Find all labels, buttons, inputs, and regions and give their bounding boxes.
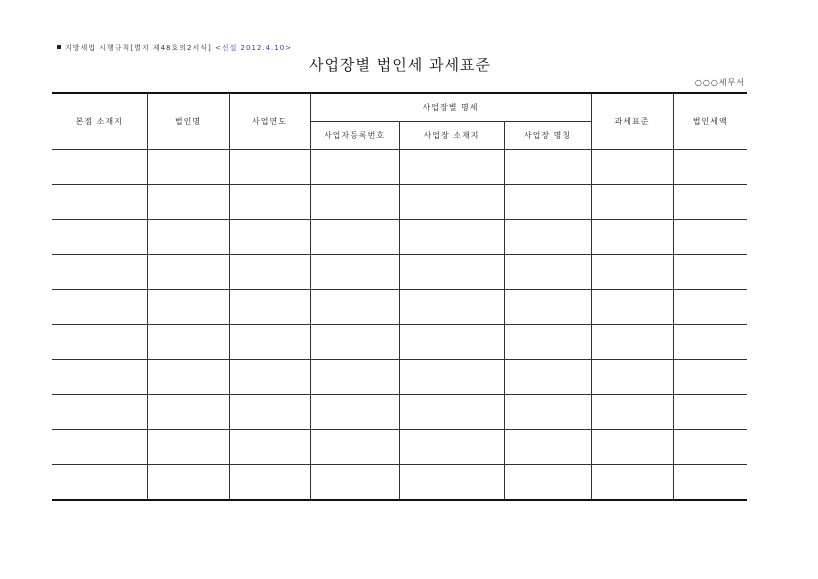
entry-cell[interactable] xyxy=(673,289,747,324)
table-row xyxy=(52,184,747,219)
header-workplace-details: 사업장별 명세 xyxy=(310,93,591,121)
header-head-office-location: 본점 소재지 xyxy=(52,93,147,149)
table-row xyxy=(52,324,747,359)
entry-cell[interactable] xyxy=(673,219,747,254)
table-row xyxy=(52,254,747,289)
entry-cell[interactable] xyxy=(229,149,310,184)
entry-cell[interactable] xyxy=(399,464,504,500)
entry-cell[interactable] xyxy=(147,324,229,359)
entry-cell[interactable] xyxy=(229,289,310,324)
header-corporation-name: 법인명 xyxy=(147,93,229,149)
entry-cell[interactable] xyxy=(52,254,147,289)
entry-cell[interactable] xyxy=(399,324,504,359)
header-corporate-tax: 법인세액 xyxy=(673,93,747,149)
entry-cell[interactable] xyxy=(673,254,747,289)
entry-cell[interactable] xyxy=(591,254,673,289)
entry-cell[interactable] xyxy=(399,359,504,394)
entry-cell[interactable] xyxy=(52,429,147,464)
entry-cell[interactable] xyxy=(52,184,147,219)
law-reference xyxy=(57,43,292,53)
entry-cell[interactable] xyxy=(399,254,504,289)
document-title: 사업장별 법인세 과세표준 xyxy=(309,56,491,74)
entry-cell[interactable] xyxy=(310,289,399,324)
entry-cell[interactable] xyxy=(399,429,504,464)
entry-cell[interactable] xyxy=(52,324,147,359)
entry-cell[interactable] xyxy=(591,429,673,464)
entry-cell[interactable] xyxy=(673,394,747,429)
entry-cell[interactable] xyxy=(399,394,504,429)
entry-cell[interactable] xyxy=(52,219,147,254)
entry-cell[interactable] xyxy=(310,254,399,289)
table-row xyxy=(52,359,747,394)
entry-cell[interactable] xyxy=(147,359,229,394)
entry-cell[interactable] xyxy=(52,394,147,429)
table-row xyxy=(52,289,747,324)
table-row xyxy=(52,429,747,464)
entry-cell[interactable] xyxy=(52,359,147,394)
entry-cell[interactable] xyxy=(504,149,591,184)
entry-cell[interactable] xyxy=(147,219,229,254)
law-reference-text: 지방세법 시행규칙[별지 제48호의2서식] xyxy=(65,44,212,52)
entry-cell[interactable] xyxy=(229,359,310,394)
entry-cell[interactable] xyxy=(310,464,399,500)
entry-cell[interactable] xyxy=(399,184,504,219)
entry-cell[interactable] xyxy=(591,324,673,359)
table-row xyxy=(52,464,747,500)
entry-cell[interactable] xyxy=(52,149,147,184)
entry-cell[interactable] xyxy=(673,464,747,500)
entry-cell[interactable] xyxy=(673,324,747,359)
entry-cell[interactable] xyxy=(147,429,229,464)
entry-cell[interactable] xyxy=(229,464,310,500)
entry-cell[interactable] xyxy=(673,359,747,394)
entry-cell[interactable] xyxy=(310,184,399,219)
entry-cell[interactable] xyxy=(147,184,229,219)
entry-cell[interactable] xyxy=(310,219,399,254)
bullet-icon xyxy=(57,45,61,49)
entry-cell[interactable] xyxy=(673,429,747,464)
entry-cell[interactable] xyxy=(504,184,591,219)
entry-cell[interactable] xyxy=(52,464,147,500)
entry-cell[interactable] xyxy=(229,184,310,219)
entry-cell[interactable] xyxy=(504,254,591,289)
table-body xyxy=(52,149,747,500)
entry-cell[interactable] xyxy=(673,184,747,219)
tax-base-table xyxy=(52,92,747,501)
header-workplace-name: 사업장 명칭 xyxy=(504,121,591,149)
entry-cell[interactable] xyxy=(591,464,673,500)
table-row xyxy=(52,149,747,184)
entry-cell[interactable] xyxy=(591,289,673,324)
entry-cell[interactable] xyxy=(399,289,504,324)
table-row xyxy=(52,394,747,429)
entry-cell[interactable] xyxy=(504,219,591,254)
entry-cell[interactable] xyxy=(52,289,147,324)
entry-cell[interactable] xyxy=(229,254,310,289)
entry-cell[interactable] xyxy=(310,359,399,394)
entry-cell[interactable] xyxy=(147,464,229,500)
entry-cell[interactable] xyxy=(673,149,747,184)
entry-cell[interactable] xyxy=(229,324,310,359)
amendment-note: <신설 2012.4.10> xyxy=(214,44,293,52)
entry-cell[interactable] xyxy=(229,219,310,254)
entry-cell[interactable] xyxy=(504,464,591,500)
entry-cell[interactable] xyxy=(147,149,229,184)
entry-cell[interactable] xyxy=(399,219,504,254)
entry-cell[interactable] xyxy=(310,149,399,184)
entry-cell[interactable] xyxy=(591,219,673,254)
header-tax-base: 과세표준 xyxy=(591,93,673,149)
entry-cell[interactable] xyxy=(399,149,504,184)
tax-office-label: ○○○세무서 xyxy=(694,78,745,87)
entry-cell[interactable] xyxy=(504,394,591,429)
entry-cell[interactable] xyxy=(310,324,399,359)
entry-cell[interactable] xyxy=(504,324,591,359)
entry-cell[interactable] xyxy=(504,429,591,464)
entry-cell[interactable] xyxy=(310,394,399,429)
table-row xyxy=(52,219,747,254)
entry-cell[interactable] xyxy=(504,289,591,324)
header-workplace-location: 사업장 소재지 xyxy=(399,121,504,149)
entry-cell[interactable] xyxy=(229,394,310,429)
entry-cell[interactable] xyxy=(591,184,673,219)
entry-cell[interactable] xyxy=(591,149,673,184)
entry-cell[interactable] xyxy=(591,359,673,394)
entry-cell[interactable] xyxy=(147,254,229,289)
header-business-year: 사업연도 xyxy=(229,93,310,149)
entry-cell[interactable] xyxy=(229,429,310,464)
entry-cell[interactable] xyxy=(147,289,229,324)
entry-cell[interactable] xyxy=(147,394,229,429)
entry-cell[interactable] xyxy=(591,394,673,429)
entry-cell[interactable] xyxy=(310,429,399,464)
header-business-reg-no: 사업자등록번호 xyxy=(310,121,399,149)
entry-cell[interactable] xyxy=(504,359,591,394)
